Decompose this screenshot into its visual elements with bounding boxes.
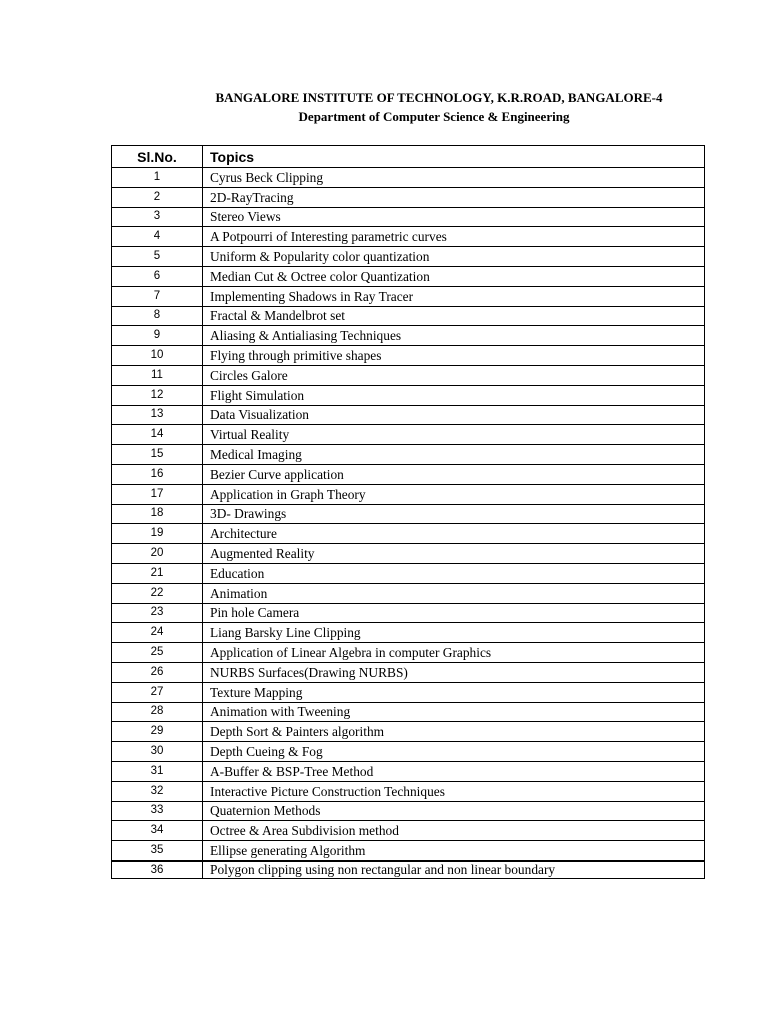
row-number: 32 xyxy=(112,781,203,801)
topics-column-header: Topics xyxy=(203,146,705,168)
row-topic: Bezier Curve application xyxy=(203,464,705,484)
table-row xyxy=(112,662,705,682)
row-number: 30 xyxy=(112,742,203,762)
row-topic: Liang Barsky Line Clipping xyxy=(203,623,705,643)
row-topic: NURBS Surfaces(Drawing NURBS) xyxy=(203,662,705,682)
table-row xyxy=(112,326,705,346)
row-topic: 2D-RayTracing xyxy=(203,187,705,207)
table-row xyxy=(112,643,705,663)
row-topic: A-Buffer & BSP-Tree Method xyxy=(203,761,705,781)
table-row xyxy=(112,346,705,366)
table-row xyxy=(112,385,705,405)
table-body xyxy=(112,168,705,879)
row-topic: 3D- Drawings xyxy=(203,504,705,524)
table-row xyxy=(112,464,705,484)
table-row xyxy=(112,861,705,879)
row-topic: Pin hole Camera xyxy=(203,603,705,623)
table-row xyxy=(112,405,705,425)
row-topic: Augmented Reality xyxy=(203,544,705,564)
table-row xyxy=(112,484,705,504)
table-row xyxy=(112,603,705,623)
row-topic: Animation with Tweening xyxy=(203,702,705,722)
table-row xyxy=(112,425,705,445)
table-row xyxy=(112,306,705,326)
row-topic: Cyrus Beck Clipping xyxy=(203,168,705,188)
table-row xyxy=(112,207,705,227)
table-row xyxy=(112,187,705,207)
table-row xyxy=(112,563,705,583)
row-number: 25 xyxy=(112,643,203,663)
row-number: 15 xyxy=(112,445,203,465)
row-topic: Octree & Area Subdivision method xyxy=(203,821,705,841)
row-topic: Ellipse generating Algorithm xyxy=(203,841,705,861)
table-row xyxy=(112,623,705,643)
table-row xyxy=(112,168,705,188)
row-topic: Application in Graph Theory xyxy=(203,484,705,504)
row-number: 11 xyxy=(112,365,203,385)
row-number: 18 xyxy=(112,504,203,524)
table-row xyxy=(112,365,705,385)
row-topic: Virtual Reality xyxy=(203,425,705,445)
row-topic: Medical Imaging xyxy=(203,445,705,465)
row-number: 14 xyxy=(112,425,203,445)
table-row xyxy=(112,742,705,762)
topics-table xyxy=(111,145,705,879)
row-number: 6 xyxy=(112,266,203,286)
row-number: 28 xyxy=(112,702,203,722)
row-topic: Aliasing & Antialiasing Techniques xyxy=(203,326,705,346)
row-topic: Data Visualization xyxy=(203,405,705,425)
row-number: 17 xyxy=(112,484,203,504)
table-row xyxy=(112,286,705,306)
institute-title: BANGALORE INSTITUTE OF TECHNOLOGY, K.R.ROAD, BANGALORE-4 xyxy=(215,90,663,105)
row-number: 5 xyxy=(112,247,203,267)
row-number: 12 xyxy=(112,385,203,405)
row-number: 16 xyxy=(112,464,203,484)
table-header-row xyxy=(112,146,705,168)
table-row xyxy=(112,801,705,821)
table-row xyxy=(112,445,705,465)
table-row xyxy=(112,266,705,286)
department-title: Department of Computer Science & Engineering xyxy=(298,109,570,124)
row-topic: Texture Mapping xyxy=(203,682,705,702)
row-number: 24 xyxy=(112,623,203,643)
row-topic: A Potpourri of Interesting parametric curves xyxy=(203,227,705,247)
row-topic: Circles Galore xyxy=(203,365,705,385)
row-number: 8 xyxy=(112,306,203,326)
row-number: 1 xyxy=(112,168,203,188)
row-number: 9 xyxy=(112,326,203,346)
row-topic: Uniform & Popularity color quantization xyxy=(203,247,705,267)
row-topic: Depth Sort & Painters algorithm xyxy=(203,722,705,742)
row-topic: Implementing Shadows in Ray Tracer xyxy=(203,286,705,306)
row-number: 4 xyxy=(112,227,203,247)
row-topic: Flight Simulation xyxy=(203,385,705,405)
row-number: 22 xyxy=(112,583,203,603)
row-number: 29 xyxy=(112,722,203,742)
row-topic: Education xyxy=(203,563,705,583)
row-number: 3 xyxy=(112,207,203,227)
row-number: 21 xyxy=(112,563,203,583)
row-topic: Application of Linear Algebra in computer Graphics xyxy=(203,643,705,663)
row-topic: Architecture xyxy=(203,524,705,544)
table-row xyxy=(112,702,705,722)
document-header xyxy=(0,88,768,126)
row-topic: Depth Cueing & Fog xyxy=(203,742,705,762)
row-number: 35 xyxy=(112,841,203,861)
row-number: 26 xyxy=(112,662,203,682)
row-topic: Stereo Views xyxy=(203,207,705,227)
table-row xyxy=(112,722,705,742)
table-row xyxy=(112,247,705,267)
row-topic: Flying through primitive shapes xyxy=(203,346,705,366)
row-topic: Animation xyxy=(203,583,705,603)
row-number: 34 xyxy=(112,821,203,841)
row-number: 13 xyxy=(112,405,203,425)
row-number: 27 xyxy=(112,682,203,702)
row-number: 10 xyxy=(112,346,203,366)
table-row xyxy=(112,781,705,801)
row-number: 19 xyxy=(112,524,203,544)
row-topic: Fractal & Mandelbrot set xyxy=(203,306,705,326)
row-number: 2 xyxy=(112,187,203,207)
table-row xyxy=(112,544,705,564)
table-row xyxy=(112,583,705,603)
slno-column-header: Sl.No. xyxy=(112,146,203,168)
table-row xyxy=(112,841,705,861)
table-row xyxy=(112,761,705,781)
row-topic: Quaternion Methods xyxy=(203,801,705,821)
row-topic: Polygon clipping using non rectangular and non linear boundary xyxy=(203,861,705,879)
table-row xyxy=(112,821,705,841)
row-number: 31 xyxy=(112,761,203,781)
table-row xyxy=(112,524,705,544)
table-row xyxy=(112,682,705,702)
table-row xyxy=(112,227,705,247)
row-number: 7 xyxy=(112,286,203,306)
table-row xyxy=(112,504,705,524)
row-topic: Interactive Picture Construction Techniques xyxy=(203,781,705,801)
row-number: 36 xyxy=(112,861,203,879)
row-number: 20 xyxy=(112,544,203,564)
row-number: 23 xyxy=(112,603,203,623)
row-number: 33 xyxy=(112,801,203,821)
row-topic: Median Cut & Octree color Quantization xyxy=(203,266,705,286)
